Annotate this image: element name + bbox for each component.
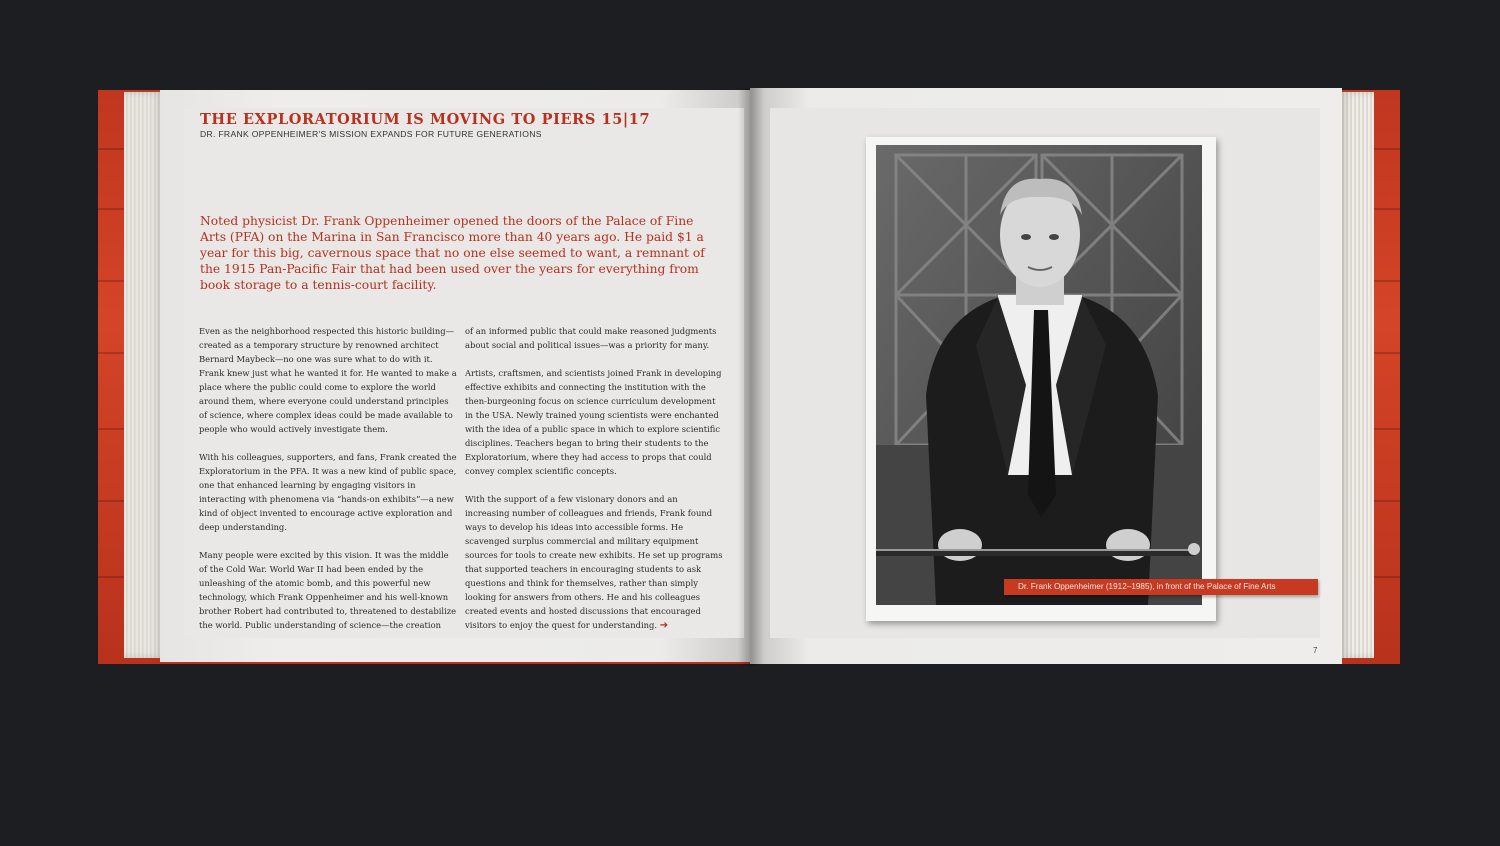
paragraph: With the support of a few visionary donors and an increasing number of colleagues and friends, Frank found ways to develop his ideas into accessible forms. He scavenged surplus commercial and military equipment sources for tools to create new exhibits. He set up programs that supported teachers in encouraging students to ask questions and think for themselves, rather than simply looking for answers from others. He and his colleagues created events and hosted discussions that encouraged visitors to enjoy the quest for understanding. <box>465 494 723 630</box>
page-title: THE EXPLORATORIUM IS MOVING TO PIERS 15|17 <box>200 111 651 128</box>
right-arrow-icon: ➔ <box>659 620 669 631</box>
photo-frame <box>866 137 1216 621</box>
portrait-photo <box>876 145 1202 605</box>
paragraph: Many people were excited by this vision. It was the middle of the Cold War. World War II had been ended by the unleashing of the atomic bomb, and this powerful new technology, which Frank Oppenheimer and his well-known brother Robert had contributed to, threatened to destabilize the world. Public understanding of science—the creation <box>199 550 457 630</box>
paragraph: Artists, craftsmen, and scientists joined Frank in developing effective exhibits and connecting the institution with the then-burgeoning focus on science curriculum development in the USA. Newly trained young scientists were enchanted with the idea of a public space in which to explore scientific disciplines. Teachers began to bring their students to the Exploratorium, where they had access to props that could convey complex scientific concepts. <box>465 368 722 476</box>
page-number: 7 <box>1313 646 1318 655</box>
page-stack-left <box>124 92 164 658</box>
book-gutter <box>738 88 764 666</box>
paragraph: Even as the neighborhood respected this historic building—created as a temporary structure by renowned architect Bernard Maybeck—no one was sure what to do with it. Frank knew just what he wanted it for. He wanted to make a place where the public could come to explore the world around them, where everyone could understand principles of science, where complex ideas could be made available to people who would actively investigate them. <box>199 326 457 434</box>
body-column-left <box>199 324 457 646</box>
intro-paragraph: Noted physicist Dr. Frank Oppenheimer opened the doors of the Palace of Fine Arts (PFA) on the Marina in San Francisco more than 40 years ago. He paid $1 a year for this big, cavernous space that no one else seemed to want, a remnant of the 1915 Pan-Pacific Fair that had been used over the years for everything from book storage to a tennis-court facility. <box>200 214 705 292</box>
page-subtitle: DR. FRANK OPPENHEIMER'S MISSION EXPANDS FOR FUTURE GENERATIONS <box>200 129 542 139</box>
portrait-illustration <box>876 145 1202 605</box>
body-column-right <box>465 324 723 647</box>
page-stack-right <box>1340 92 1374 658</box>
paragraph-last <box>465 492 723 633</box>
paragraph: With his colleagues, supporters, and fans, Frank created the Exploratorium in the PFA. It was a new kind of public space, one that enhanced learning by engaging visitors in interacting with phenomena via “hands-on exhibits”—a new kind of object invented to encourage active exploration and deep understanding. <box>199 452 457 532</box>
photo-caption: Dr. Frank Oppenheimer (1912–1985), in front of the Palace of Fine Arts <box>1004 579 1318 595</box>
paragraph: of an informed public that could make reasoned judgments about social and political issues—was a priority for many. <box>465 326 717 350</box>
